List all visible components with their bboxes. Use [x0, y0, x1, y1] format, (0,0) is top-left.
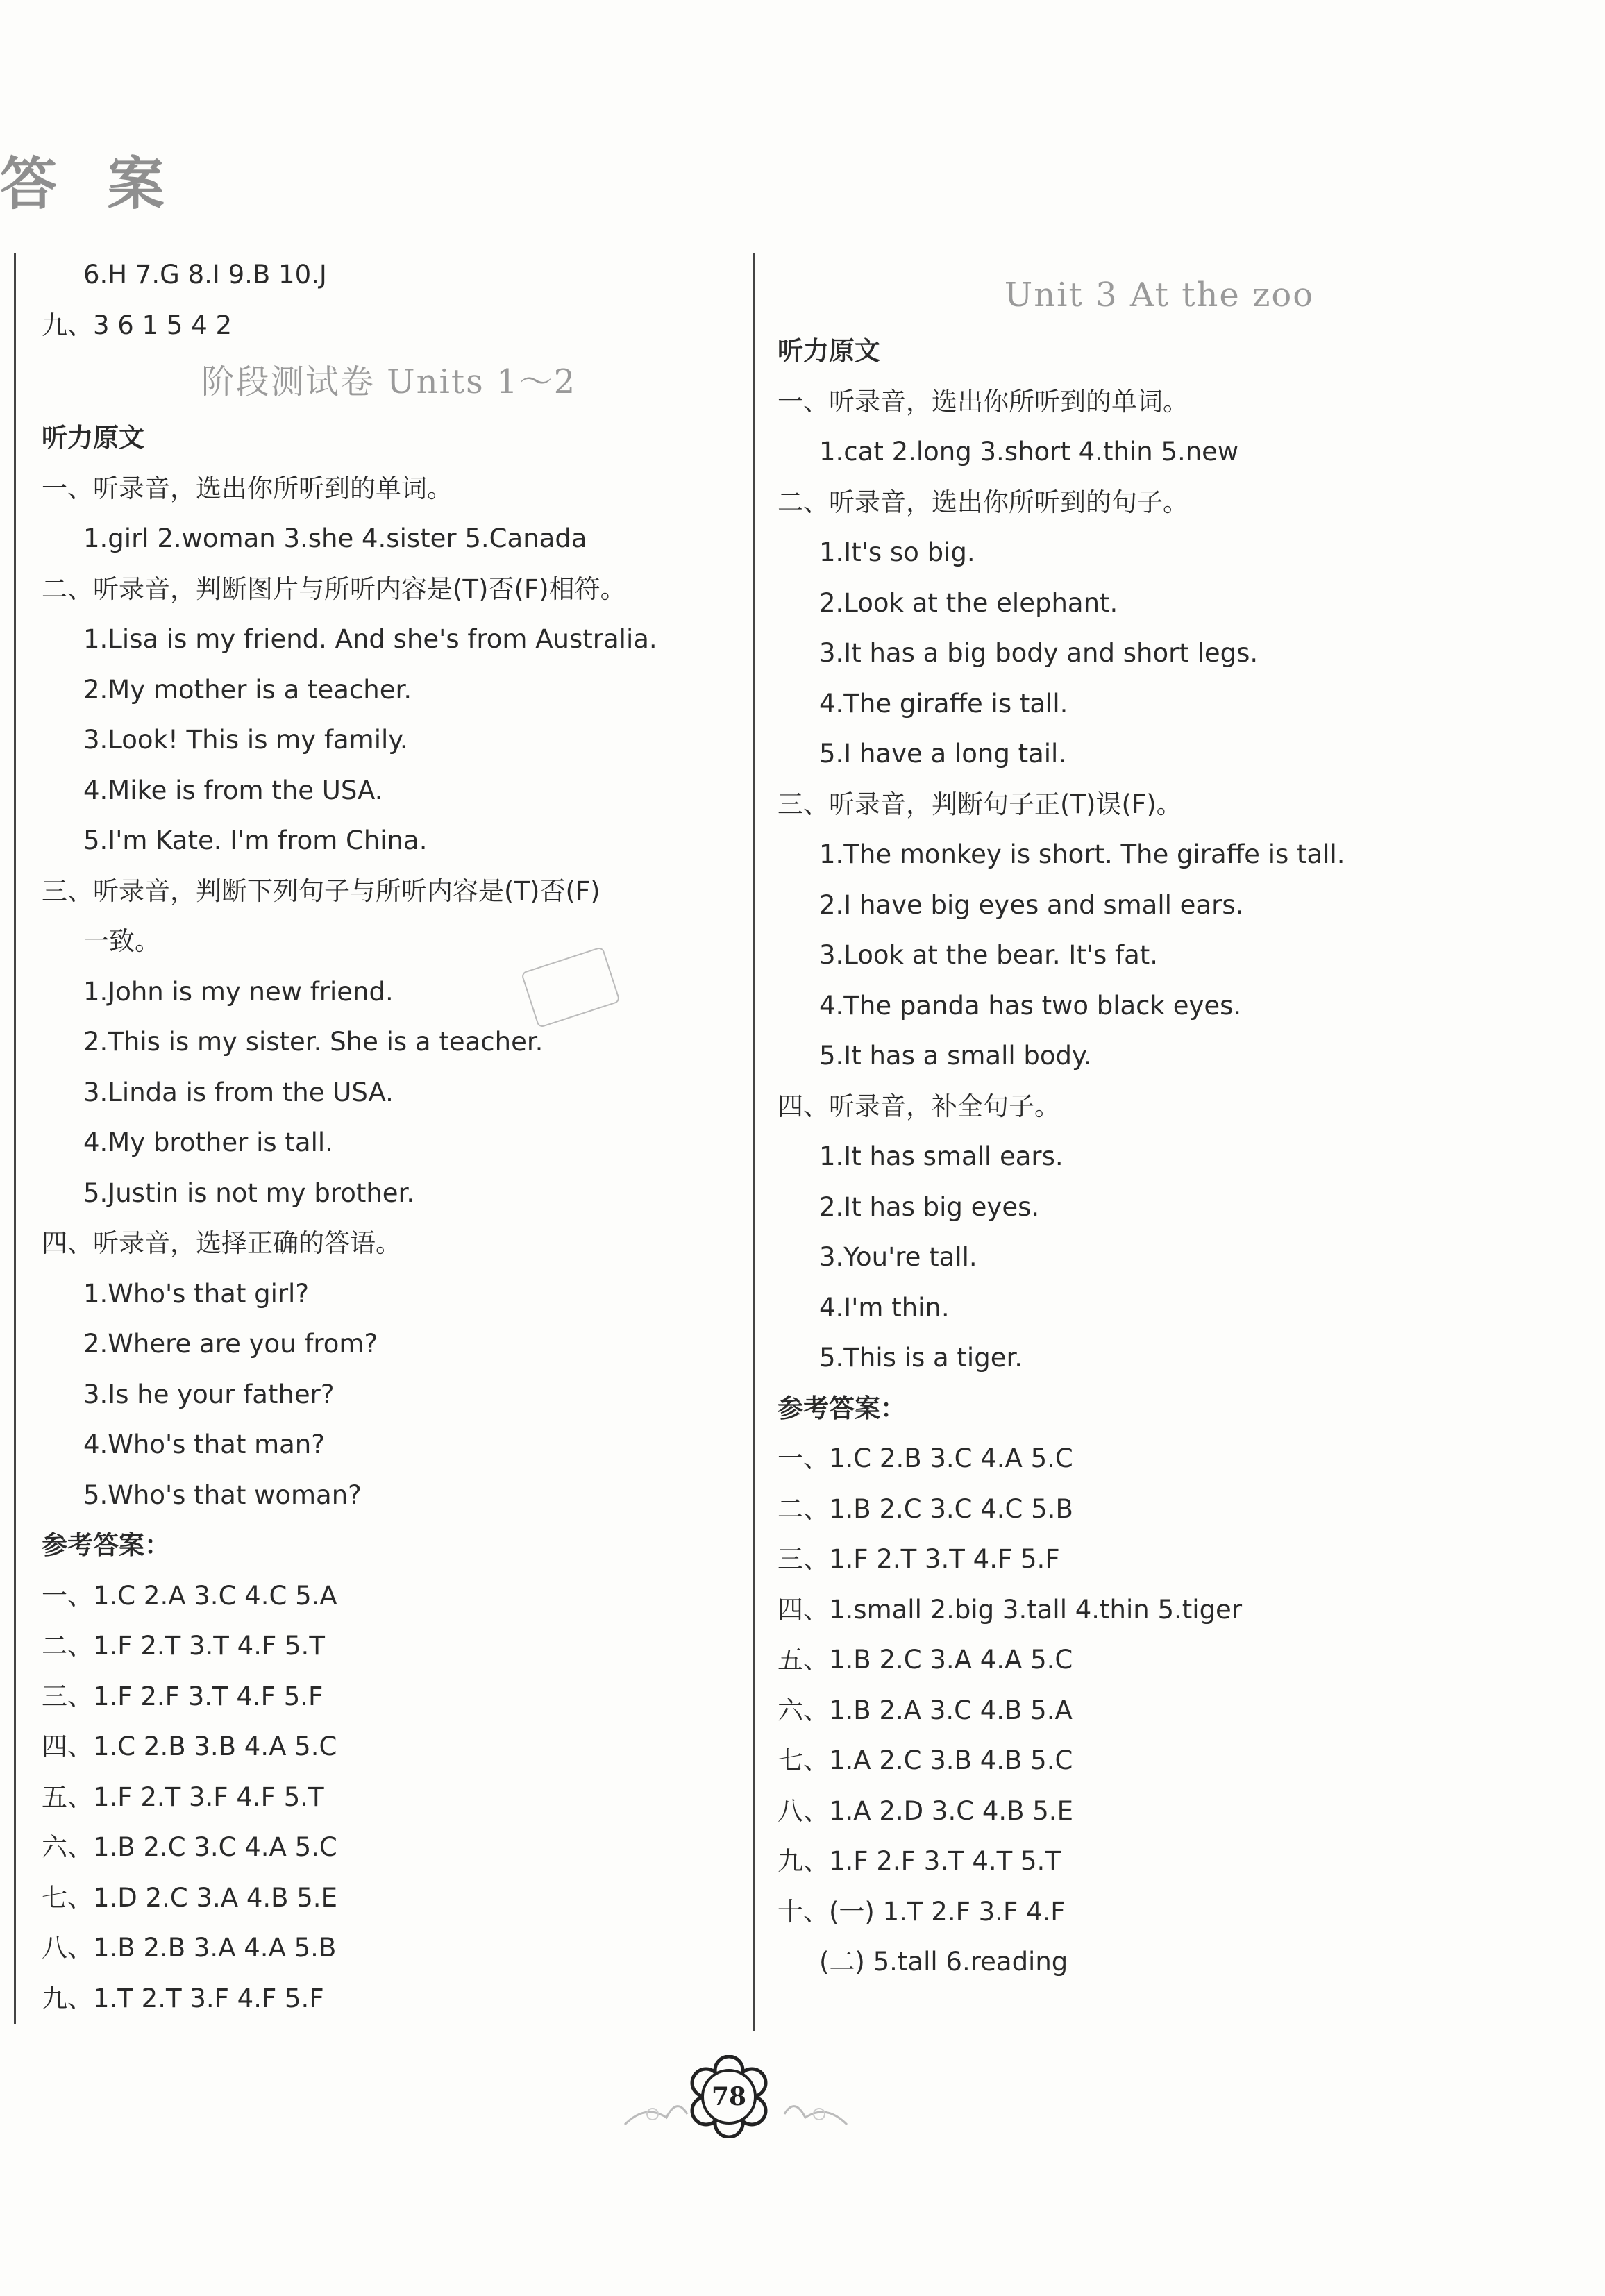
answer-line: 八、1.A 2.D 3.C 4.B 5.E — [778, 1795, 1073, 1826]
answer-line: 三、1.F 2.T 3.T 4.F 5.F — [778, 1544, 1060, 1574]
question-item: 3.Look! This is my family. — [83, 725, 408, 755]
page-number: 78 — [711, 2082, 747, 2111]
question-item: 1.girl 2.woman 3.she 4.sister 5.Canada — [83, 523, 587, 553]
question-title: 四、听录音，选择正确的答语。 — [42, 1228, 401, 1258]
answer-line: 八、1.B 2.B 3.A 4.A 5.B — [42, 1933, 337, 1963]
question-item: 1.The monkey is short. The giraffe is tall. — [819, 839, 1345, 869]
section-title-unit-3: Unit 3 At the zoo — [1004, 276, 1315, 315]
question-item: 1.John is my new friend. — [83, 976, 394, 1007]
question-item: 1.It has small ears. — [819, 1141, 1064, 1171]
right-column — [778, 264, 1541, 1988]
question-item: 3.Look at the bear. It's fat. — [819, 940, 1159, 970]
answer-line: 七、1.D 2.C 3.A 4.B 5.E — [42, 1882, 337, 1913]
question-item: 5.I have a long tail. — [819, 739, 1067, 769]
answer-line: 十、(一) 1.T 2.F 3.F 4.F — [778, 1896, 1066, 1927]
question-title: 三、听录音，判断下列句子与所听内容是(T)否(F) — [42, 875, 600, 906]
column-divider — [753, 253, 755, 2031]
question-item: 1.Who's that girl? — [83, 1278, 309, 1309]
page-header-title: 答 案 — [0, 151, 180, 217]
answer-line: 七、1.A 2.C 3.B 4.B 5.C — [778, 1745, 1073, 1775]
question-item: 3.It has a big body and short legs. — [819, 638, 1259, 668]
answer-line: 6.H 7.G 8.I 9.B 10.J — [83, 260, 327, 290]
question-item: 2.Where are you from? — [83, 1329, 378, 1359]
question-title: 二、听录音，判断图片与所听内容是(T)否(F)相符。 — [42, 573, 626, 604]
answer-line: 二、1.B 2.C 3.C 4.C 5.B — [778, 1493, 1073, 1524]
page-footer — [611, 2048, 861, 2152]
answer-line: 六、1.B 2.C 3.C 4.A 5.C — [42, 1832, 337, 1862]
question-item: 4.I'm thin. — [819, 1292, 950, 1323]
question-item: 5.Who's that woman? — [83, 1480, 362, 1510]
question-item: 3.Linda is from the USA. — [83, 1077, 394, 1107]
question-item: 4.My brother is tall. — [83, 1128, 333, 1157]
left-column — [42, 250, 736, 2024]
question-item: 2.This is my sister. She is a teacher. — [83, 1027, 544, 1057]
question-title: 一、听录音，选出你所听到的单词。 — [778, 386, 1188, 417]
answer-line: 五、1.F 2.T 3.F 4.F 5.T — [42, 1782, 324, 1812]
question-item: 2.Look at the elephant. — [819, 587, 1118, 618]
question-item: 2.I have big eyes and small ears. — [819, 889, 1244, 920]
question-item: 3.Is he your father? — [83, 1379, 335, 1409]
answer-line: 九、3 6 1 5 4 2 — [42, 310, 233, 340]
question-title: 四、听录音，补全句子。 — [778, 1091, 1060, 1121]
listening-script-title: 听力原文 — [778, 336, 880, 366]
answer-line: 四、1.C 2.B 3.B 4.A 5.C — [42, 1732, 337, 1761]
question-item: 1.It's so big. — [819, 537, 975, 567]
answer-line: 九、1.F 2.F 3.T 4.T 5.T — [778, 1846, 1061, 1876]
question-item: 5.It has a small body. — [819, 1041, 1092, 1071]
question-item: 2.It has big eyes. — [819, 1191, 1040, 1222]
answer-line: 三、1.F 2.F 3.T 4.F 5.F — [42, 1681, 323, 1711]
answer-line: (二) 5.tall 6.reading — [819, 1947, 1068, 1977]
question-item: 4.Who's that man? — [83, 1430, 325, 1459]
answer-line: 六、1.B 2.A 3.C 4.B 5.A — [778, 1695, 1073, 1725]
section-title-units-1-2: 阶段测试卷 Units 1～2 — [201, 362, 577, 401]
question-title: 三、听录音，判断句子正(T)误(F)。 — [778, 789, 1182, 819]
answers-title: 参考答案： — [42, 1530, 170, 1560]
answer-line: 四、1.small 2.big 3.tall 4.thin 5.tiger — [778, 1594, 1243, 1625]
question-title: 二、听录音，选出你所听到的句子。 — [778, 487, 1188, 517]
question-item: 5.I'm Kate. I'm from China. — [83, 826, 428, 855]
question-item: 4.The panda has two black eyes. — [819, 990, 1242, 1021]
answer-line: 二、1.F 2.T 3.T 4.F 5.T — [42, 1631, 325, 1661]
question-item: 1.Lisa is my friend. And she's from Australia. — [83, 624, 657, 654]
question-item: 5.This is a tiger. — [819, 1343, 1023, 1373]
listening-script-title: 听力原文 — [42, 423, 144, 453]
question-title: 一、听录音，选出你所听到的单词。 — [42, 473, 453, 503]
question-item: 2.My mother is a teacher. — [83, 674, 412, 705]
page-number-badge — [687, 2055, 771, 2138]
question-item: 5.Justin is not my brother. — [83, 1178, 415, 1208]
answers-title: 参考答案： — [778, 1393, 906, 1423]
question-item: 4.The giraffe is tall. — [819, 688, 1068, 719]
answer-line: 五、1.B 2.C 3.A 4.A 5.C — [778, 1645, 1073, 1675]
question-item: 3.You're tall. — [819, 1242, 977, 1272]
answer-line: 一、1.C 2.B 3.C 4.A 5.C — [778, 1443, 1073, 1473]
question-item: 4.Mike is from the USA. — [83, 775, 383, 805]
left-margin-rule — [14, 253, 16, 2024]
answer-line: 九、1.T 2.T 3.F 4.F 5.F — [42, 1983, 324, 2013]
question-title-cont: 一致。 — [83, 926, 160, 956]
answer-line: 一、1.C 2.A 3.C 4.C 5.A — [42, 1580, 337, 1611]
question-item: 1.cat 2.long 3.short 4.thin 5.new — [819, 437, 1239, 467]
